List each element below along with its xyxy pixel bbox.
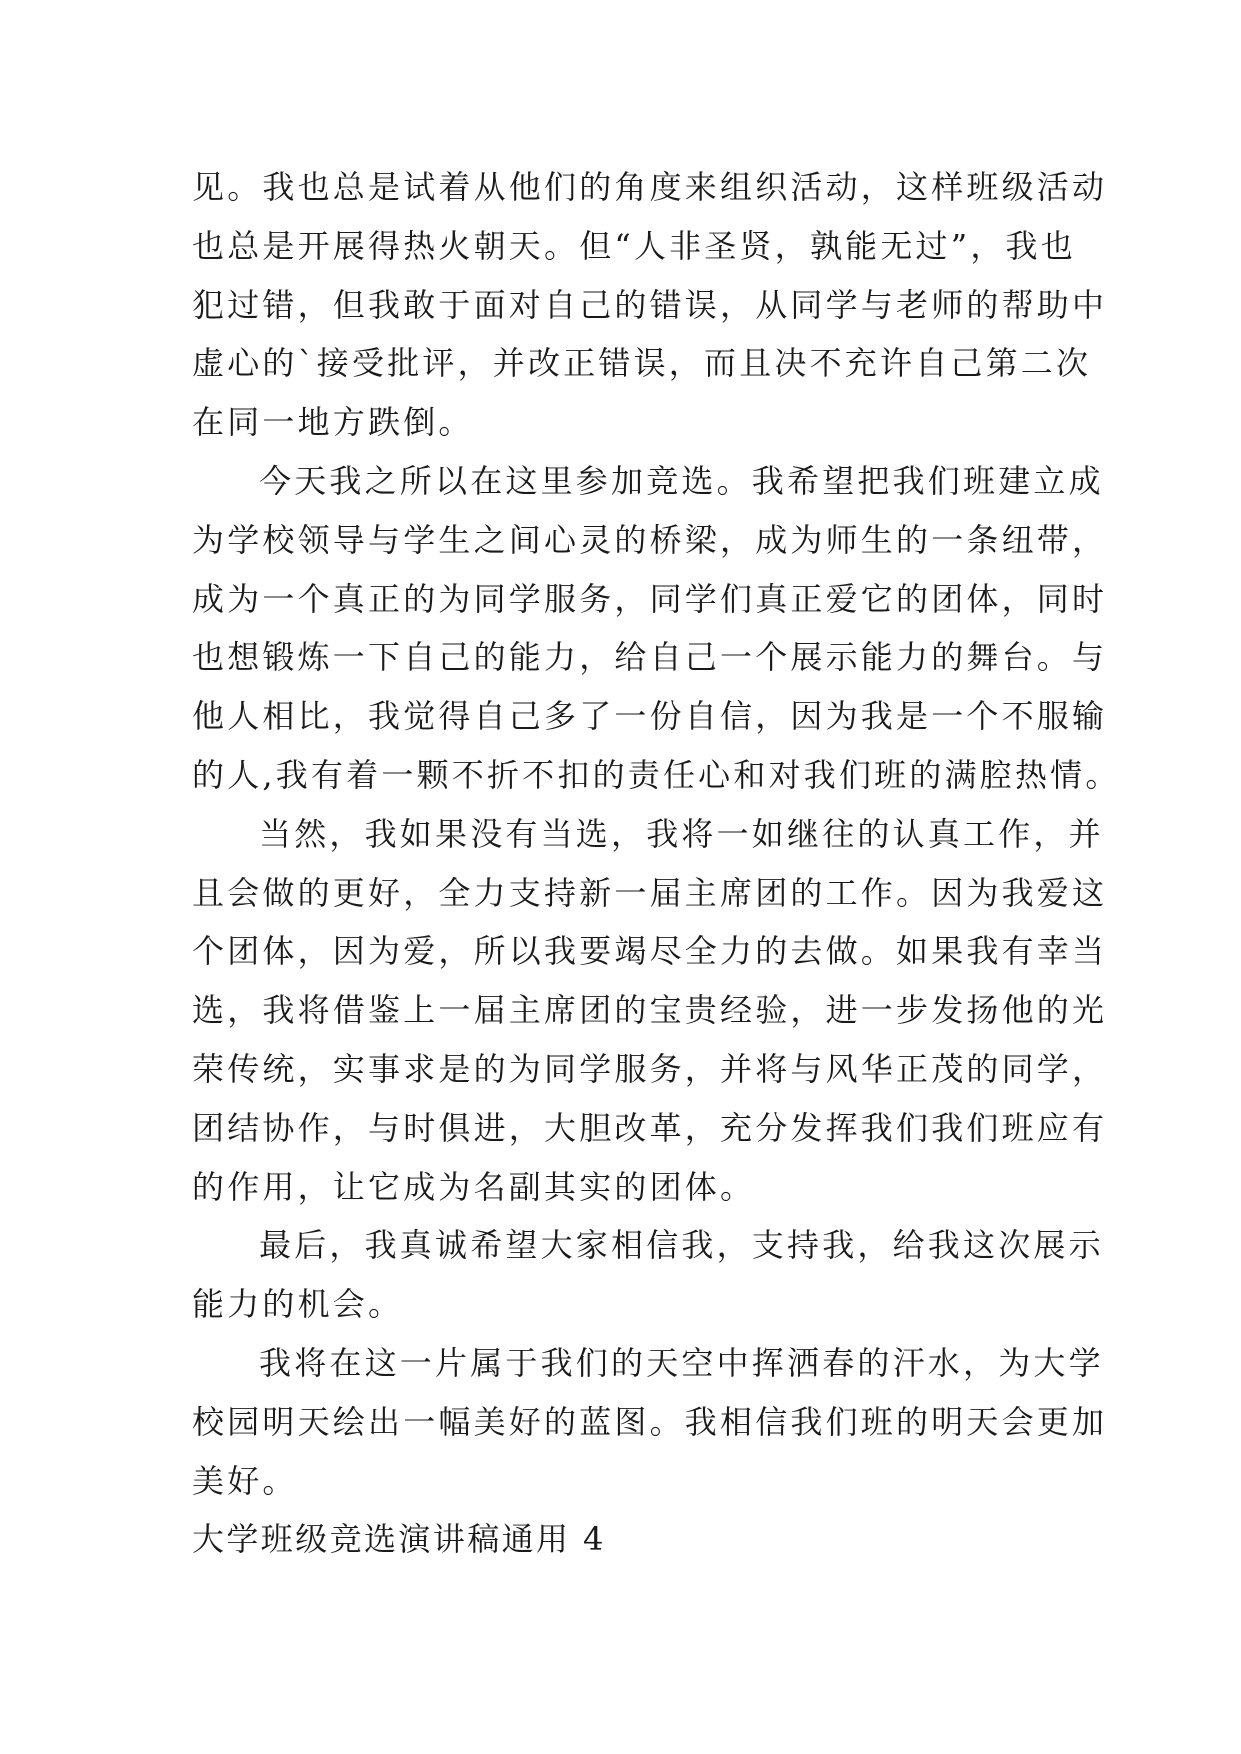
text-line: 且会做的更好，全力支持新一届主席团的工作。因为我爱这: [192, 873, 1108, 912]
text-line: 个团体，因为爱，所以我要竭尽全力的去做。如果我有幸当: [192, 932, 1108, 971]
text-line: 见。我也总是试着从他们的角度来组织活动，这样班级活动: [192, 168, 1108, 206]
text-line: 的作用，让它成为名副其实的团体。: [192, 1167, 756, 1206]
text-line: 校园明天绘出一幅美好的蓝图。我相信我们班的明天会更加: [192, 1402, 1108, 1441]
text-line: 的人,我有着一颗不折不扣的责任心和对我们班的满腔热情。: [192, 755, 1121, 794]
paragraph-first-line: 最后，我真诚希望大家相信我，支持我，给我这次展示: [259, 1226, 1104, 1265]
paragraph-first-line: 当然，我如果没有当选，我将一如继往的认真工作，并: [259, 814, 1104, 853]
text-line: 虚心的`接受批评，并改正错误，而且决不充许自己第二次: [192, 344, 1092, 383]
section-heading: 大学班级竞选演讲稿通用 4: [192, 1520, 606, 1559]
text-line: 他人相比，我觉得自己多了一份自信，因为我是一个不服输: [192, 697, 1108, 736]
body-text: [192, 158, 1121, 1569]
text-line: 在同一地方跌倒。: [192, 403, 474, 442]
text-line: 为学校领导与学生之间心灵的桥梁，成为师生的一条纽带，: [192, 520, 1108, 559]
text-line: 能力的机会。: [192, 1285, 404, 1324]
text-line: 也想锻炼一下自己的能力，给自己一个展示能力的舞台。与: [192, 638, 1108, 677]
text-line: 成为一个真正的为同学服务，同学们真正爱它的团体，同时: [192, 579, 1108, 618]
text-line: 犯过错，但我敢于面对自己的错误，从同学与老师的帮助中: [192, 285, 1108, 324]
paragraph-first-line: 今天我之所以在这里参加竞选。我希望把我们班建立成: [259, 461, 1104, 500]
paragraph-first-line: 我将在这一片属于我们的天空中挥洒春的汗水，为大学: [259, 1343, 1104, 1382]
text-line: 荣传统，实事求是的为同学服务，并将与风华正茂的同学，: [192, 1049, 1108, 1088]
text-line: 也总是开展得热火朝天。但“人非圣贤，孰能无过”，我也: [192, 226, 1076, 265]
text-line: 团结协作，与时俱进，大胆改革，充分发挥我们我们班应有: [192, 1108, 1108, 1147]
text-line: 美好。: [192, 1461, 298, 1500]
text-line: 选，我将借鉴上一届主席团的宝贵经验，进一步发扬他的光: [192, 991, 1108, 1030]
